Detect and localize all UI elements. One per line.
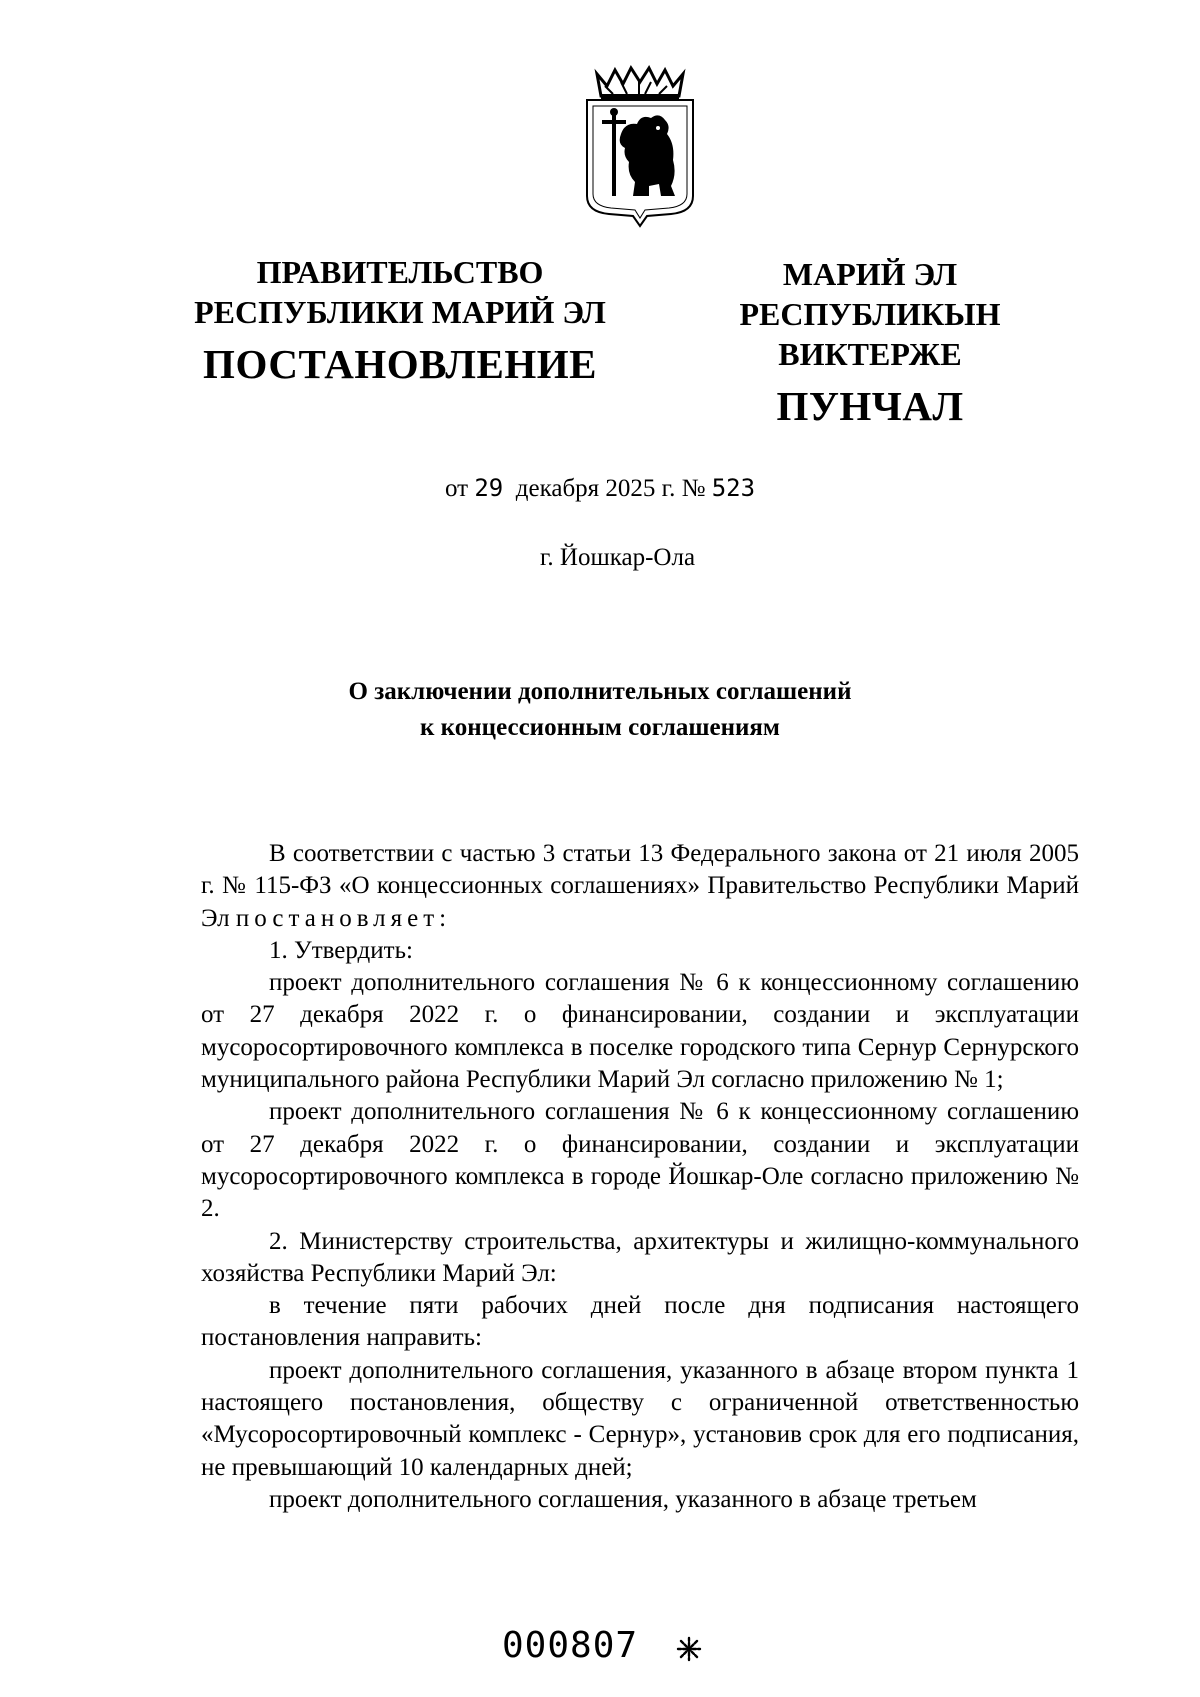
paragraph-item1: 1. Утвердить: bbox=[269, 936, 413, 964]
paragraph-send1: проект дополнительного соглашения, указанного в абзаце втором пункта 1 настоящего постановления, обществу с ограниченной ответственностью «Мусоросортировочный комплекс - Сернур», установив срок для его подписания, не превышающий 10 календарных дней; bbox=[201, 1356, 1079, 1481]
header-right-doc-type: ПУНЧАЛ bbox=[776, 383, 964, 429]
header-left-doc-type: ПОСТАНОВЛЕНИЕ bbox=[203, 341, 597, 387]
header-right-line2: ВИКТЕРЖЕ bbox=[778, 336, 962, 372]
header-left-line2: РЕСПУБЛИКИ МАРИЙ ЭЛ bbox=[194, 294, 606, 330]
header-left bbox=[180, 252, 620, 387]
date-month-year: декабря 2025 г. № bbox=[515, 475, 706, 502]
date-prefix: от bbox=[445, 475, 469, 502]
document-number: 523 bbox=[711, 474, 756, 502]
resolves-word: постановляет: bbox=[235, 904, 452, 932]
header-left-line1: ПРАВИТЕЛЬСТВО bbox=[256, 254, 544, 290]
title-line2: к концессионным соглашениям bbox=[420, 714, 780, 741]
document-body bbox=[201, 838, 1079, 1516]
date-line bbox=[445, 474, 755, 503]
paragraph-project1: проект дополнительного соглашения № 6 к концессионному соглашению от 27 декабря 2022 г. о финансировании, создании и эксплуатации мусоросортировочного комплекса в поселке городского типа Сернур Сернурского муниципального района Республики Марий Эл согласно приложению № 1; bbox=[201, 969, 1079, 1094]
paragraph-item2: 2. Министерству строительства, архитектуры и жилищно-коммунального хозяйства Республики Марий Эл: bbox=[201, 1227, 1079, 1287]
coat-of-arms-icon bbox=[575, 64, 705, 234]
paragraph-send2: проект дополнительного соглашения, указанного в абзаце третьем bbox=[269, 1485, 977, 1513]
paragraph-project2: проект дополнительного соглашения № 6 к концессионному соглашению от 27 декабря 2022 г. о финансировании, создании и эксплуатации мусоросортировочного комплекса в городе Йошкар-Оле согласно приложению № 2. bbox=[201, 1098, 1079, 1223]
paragraph-preamble bbox=[201, 838, 1079, 935]
date-day: 29 bbox=[474, 474, 504, 502]
header-right bbox=[660, 254, 1080, 429]
asterisk-stamp-icon bbox=[676, 1636, 702, 1662]
header-right-line1: МАРИЙ ЭЛ РЕСПУБЛИКЫН bbox=[739, 256, 1001, 332]
serial-number: 000807 bbox=[502, 1625, 639, 1666]
paragraph-deadline: в течение пяти рабочих дней после дня подписания настоящего постановления направить: bbox=[201, 1292, 1079, 1352]
preamble-text: В соответствии с частью 3 статьи 13 Федерального закона от 21 июля 2005 г. № 115-ФЗ «О концессионных соглашениях» Правительство Республики Марий Эл bbox=[201, 840, 1079, 932]
city: г. Йошкар-Ола bbox=[540, 544, 696, 571]
document-title bbox=[240, 674, 960, 746]
title-line1: О заключении дополнительных соглашений bbox=[348, 678, 852, 705]
